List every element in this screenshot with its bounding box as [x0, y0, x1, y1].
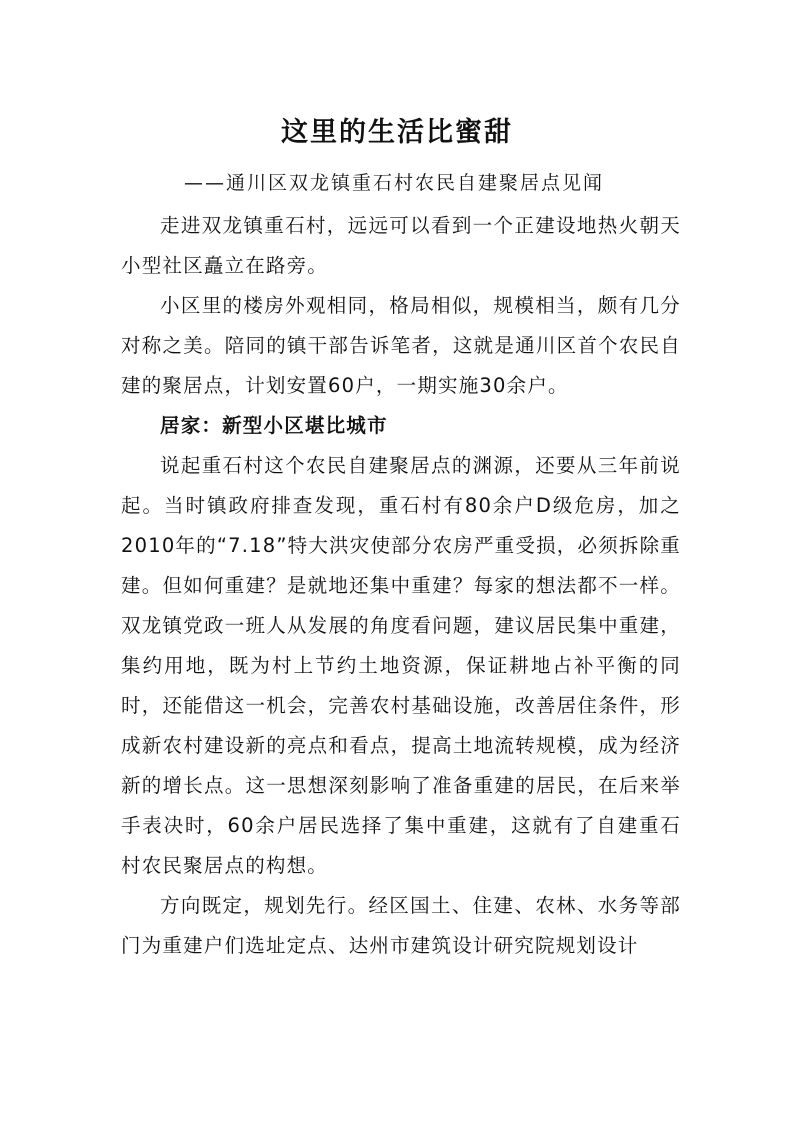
section-heading: 居家：新型小区堪比城市	[160, 414, 388, 437]
paragraph: 说起重石村这个农民自建聚居点的渊源，还要从三年前说起。当时镇政府排查发现，重石村有80余户D级危房，加之2010年的“7.18”特大洪灾使部分农房严重受损，必须拆除重建。但如何重建？是就地还集中重建？每家的想法都不一样。双龙镇党政一班人从发展的角度看问题，建议居民集中重建，集约用地，既为村上节约土地资源，保证耕地占补平衡的同时，还能借这一机会，完善农村基础设施，改善居住条件，形成新农村建设新的亮点和看点，提高土地流转规模，成为经济新的增长点。这一思想深刻影响了准备重建的居民，在后来举手表决时，60余户居民选择了集中重建，这就有了自建重石村农民聚居点的构想。	[121, 454, 681, 877]
paragraph: 走进双龙镇重石村，远远可以看到一个正建设地热火朝天小型社区矗立在路旁。	[121, 214, 681, 277]
article-body	[121, 206, 681, 966]
article-title: 这里的生活比蜜甜	[281, 117, 513, 148]
paragraph: 小区里的楼房外观相同，格局相似，规模相当，颇有几分对称之美。陪同的镇干部告诉笔者，这就是通川区首个农民自建的聚居点，计划安置60户，一期实施30余户。	[121, 294, 681, 397]
paragraph: 方向既定，规划先行。经区国土、住建、农林、水务等部门为重建户们选址定点、达州市建筑设计研究院规划设计	[121, 894, 681, 957]
article-subtitle: ——通川区双龙镇重石村农民自建聚居点见闻	[184, 172, 605, 194]
